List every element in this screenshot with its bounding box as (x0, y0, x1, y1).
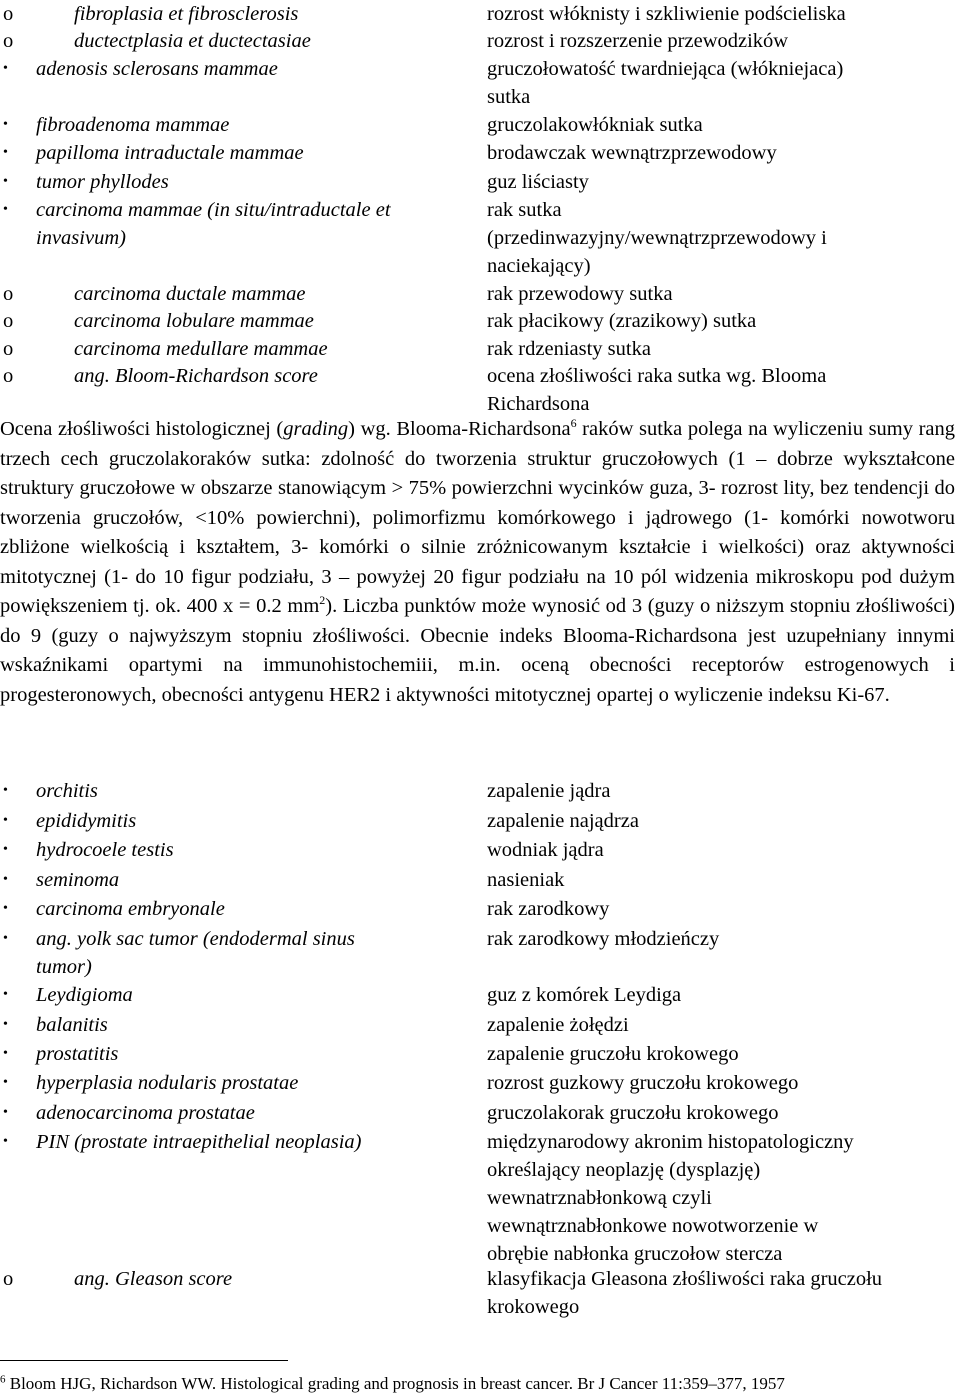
latin-term: carcinoma mammae (in situ/intraductale et invasivum) (36, 199, 391, 249)
polish-translation: gruczolakowłókniak sutka (487, 114, 703, 136)
latin-term: carcinoma medullare mammae (74, 338, 328, 360)
polish-translation: rak zarodkowy (487, 898, 610, 920)
bullet-icon: • (3, 813, 8, 828)
bullet-icon: • (3, 1017, 8, 1032)
circle-bullet-icon: o (3, 1268, 14, 1290)
bullet-icon: • (3, 117, 8, 132)
bullet-icon: • (3, 842, 8, 857)
circle-bullet-icon: o (3, 3, 14, 25)
bullet-icon: • (3, 145, 8, 160)
latin-term: fibroadenoma mammae (36, 114, 230, 136)
latin-term: ductectplasia et ductectasiae (74, 30, 311, 52)
polish-translation: rak zarodkowy młodzieńczy (487, 928, 720, 950)
latin-term: prostatitis (36, 1043, 119, 1065)
bullet-icon: • (3, 1046, 8, 1061)
circle-bullet-icon: o (3, 338, 14, 360)
latin-term: carcinoma ductale mammae (74, 283, 306, 305)
polish-translation: guz liściasty (487, 171, 589, 193)
polish-translation: brodawczak wewnątrzprzewodowy (487, 142, 777, 164)
paragraph-text: ). Liczba punktów może wynosić od 3 (guzy o niższym stopniu złośliwości) do 9 (guzy o najwyższym stopniu złośliwości. Obecnie indeks Blooma-Richardsona jest uzupełniany innymi wskaźnikami opartymi na immunohistochemiii, m.in. oceną obecności receptorów estrogenowych i progesteronowych, obecności antygenu HER2 i aktywności mitotycznej opartej o wyliczenie indeksu Ki-67. (0, 595, 955, 706)
latin-term: fibroplasia et fibrosclerosis (74, 3, 299, 25)
circle-bullet-icon: o (3, 365, 14, 387)
bullet-icon: • (3, 901, 8, 916)
polish-translation: rozrost i rozszerzenie przewodzików (487, 30, 789, 52)
latin-term: ang. Bloom-Richardson score (74, 365, 318, 387)
paragraph-text: Ocena złośliwości histologicznej ( (0, 418, 284, 440)
polish-translation: rak sutka (przedinwazyjny/wewnątrzprzewodowy i naciekający) (487, 199, 827, 277)
latin-term: adenosis sclerosans mammae (36, 58, 278, 80)
paragraph-text: raków sutka polega na wyliczeniu sumy rang trzech cech gruczolakoraków sutka: zdolność do tworzenia struktur gruczołowych (1 – dobrze wykształcone struktury gruczołowe w obszarze stanowiącym > 75% powierzchni wycinków guza, 3- rozrost lity, bez tendencji do tworzenia gruczołów, <10% powierchni), polimorfizmu komórkowego i jądrowego (1- komórki nowotworu zbliżone wielkością i kształtem, 3- komórki o silnie zróżnicowanym kształcie i wielkości) oraz aktywności mitotycznej (1- do 10 figur podziału, 3 – powyżej 20 figur podziału na 10 pól widzenia mikroskopu pod dużym powiększeniem tj. ok. 400 x = 0.2 mm (0, 418, 956, 617)
latin-term: balanitis (36, 1014, 108, 1036)
bullet-icon: • (3, 872, 8, 887)
latin-term: tumor phyllodes (36, 171, 169, 193)
polish-translation: gruczolakorak gruczołu krokowego (487, 1102, 779, 1124)
polish-translation: nasieniak (487, 869, 565, 891)
latin-term: seminoma (36, 869, 120, 891)
polish-translation: gruczołowatość twardniejąca (włókniejaca) sutka (487, 58, 844, 108)
circle-bullet-icon: o (3, 310, 14, 332)
polish-translation: zapalenie żołędzi (487, 1014, 629, 1036)
latin-term: carcinoma embryonale (36, 898, 225, 920)
grading-term: grading (283, 418, 349, 440)
bullet-icon: • (3, 61, 8, 76)
polish-translation: rak przewodowy sutka (487, 283, 673, 305)
bullet-icon: • (3, 987, 8, 1002)
circle-bullet-icon: o (3, 283, 14, 305)
polish-translation: rozrost guzkowy gruczołu krokowego (487, 1072, 799, 1094)
polish-translation: rak płacikowy (zrazikowy) sutka (487, 310, 757, 332)
latin-term: carcinoma lobulare mammae (74, 310, 314, 332)
latin-term: ang. yolk sac tumor (endodermal sinus tumor) (36, 928, 355, 978)
paragraph-text: ) wg. Blooma-Richardsona (348, 418, 571, 440)
footnote-number: 6 (0, 1373, 6, 1386)
polish-translation: zapalenie najądrza (487, 810, 639, 832)
bullet-icon: • (3, 1105, 8, 1120)
bullet-icon: • (3, 174, 8, 189)
circle-bullet-icon: o (3, 30, 14, 52)
polish-translation: zapalenie jądra (487, 780, 611, 802)
latin-term: hyperplasia nodularis prostatae (36, 1072, 299, 1094)
bullet-icon: • (3, 783, 8, 798)
polish-translation: wodniak jądra (487, 839, 604, 861)
bullet-icon: • (3, 1075, 8, 1090)
squared-superscript: 2 (319, 593, 326, 608)
polish-translation: guz z komórek Leydiga (487, 984, 682, 1006)
bullet-icon: • (3, 1134, 8, 1149)
latin-term: papilloma intraductale mammae (36, 142, 304, 164)
polish-translation: zapalenie gruczołu krokowego (487, 1043, 739, 1065)
footnote-reference: 6 (570, 416, 577, 431)
latin-term: Leydigioma (36, 984, 133, 1006)
polish-translation: międzynarodowy akronim histopatologiczny określający neoplazję (dysplazję) wewnatrznabłonkową czyli wewnątrznabłonkowe nowotworzenie w obrębie nabłonka gruczołow stercza (487, 1131, 854, 1265)
latin-term: orchitis (36, 780, 98, 802)
latin-term: adenocarcinoma prostatae (36, 1102, 255, 1124)
latin-term: ang. Gleason score (74, 1268, 233, 1290)
latin-term: hydrocoele testis (36, 839, 174, 861)
grading-paragraph (0, 415, 955, 710)
polish-translation: klasyfikacja Gleasona złośliwości raka gruczołu krokowego (487, 1268, 883, 1318)
bullet-icon: • (3, 202, 8, 217)
latin-term: epididymitis (36, 810, 137, 832)
polish-translation: rozrost włóknisty i szkliwienie podścieliska (487, 3, 846, 25)
bullet-icon: • (3, 931, 8, 946)
footnote-text: Bloom HJG, Richardson WW. Histological grading and prognosis in breast cancer. Br J Cancer 11:359–377, 1957 (5, 1374, 785, 1393)
latin-term: PIN (prostate intraepithelial neoplasia) (36, 1131, 362, 1153)
footnote-divider (0, 1360, 288, 1361)
polish-translation: rak rdzeniasty sutka (487, 338, 651, 360)
footnote (0, 1372, 785, 1396)
polish-translation: ocena złośliwości raka sutka wg. Blooma Richardsona (487, 365, 827, 415)
